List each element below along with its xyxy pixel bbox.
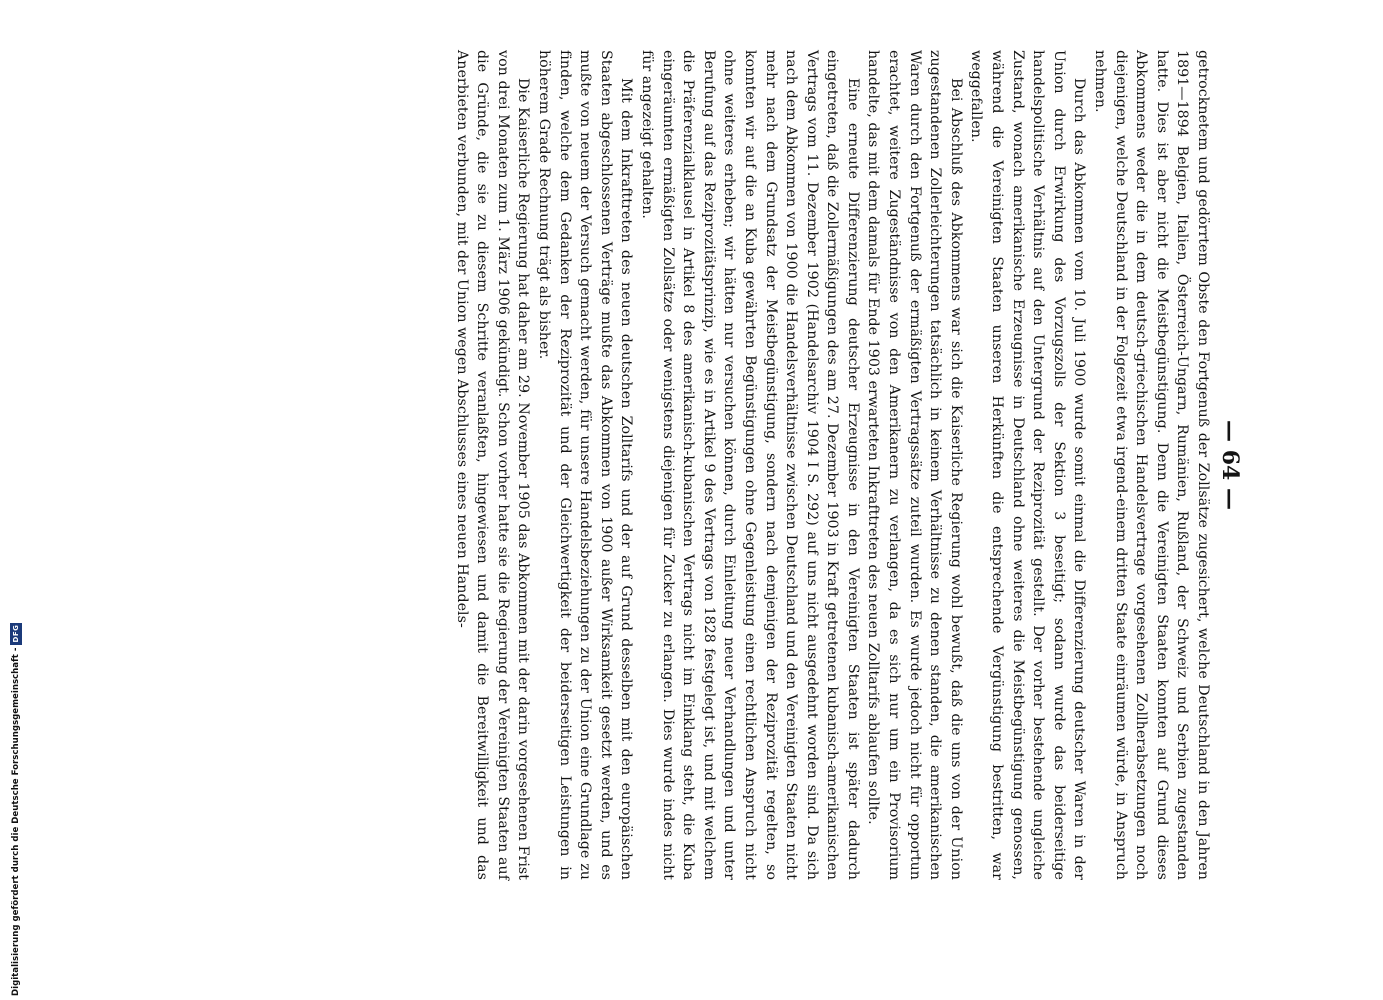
digitization-credit: [10, 6, 22, 996]
paragraph: Die Kaiserliche Regierung hat daher am 29. November 1905 das Abkommen mit der darin vorgesehenen Frist von drei Monaten zum 1. März 1906 gekündigt. Schon vorher hatte sie die Regierung der Vereinigten Staaten auf die Gründe, die sie zu diesem Schritte veranlaßten, hingewiesen und damit die Bereitwilligkeit und das Anerbieten verbunden, mit der Union wegen Abschlusses eines neuen Handels-: [453, 50, 532, 880]
paragraph: Durch das Abkommen vom 10. Juli 1900 wurde somit einmal die Differenzierung deutscher Waren in der Union durch Erwirkung des Vorzugszolls der Sektion 3 beseitigt; sodann wurde das beiderseitige handelspolitische Verhältnis auf den Untergrund der Reziprozität gestellt. Der vorher bestehende ungleiche Zustand, wonach amerikanische Erzeugnisse in Deutschland ohne weiteres die Meistbegünstigung genossen, während die Vereinigten Staaten unseren Herkünften die entsprechende Vergünstigung bestritten, war weggefallen.: [968, 50, 1088, 880]
paragraph: Mit dem Inkrafttreten des neuen deutschen Zolltarifs und der auf Grund desselben mit den europäischen Staaten abgeschlossenen Verträge mußte das Abkommen von 1900 außer Wirksamkeit gesetzt werden, und es mußte von neuem der Versuch gemacht werden, für unsere Handelsbeziehungen zu der Union eine Grundlage zu finden, welche dem Gedanken der Reziprozität und der Gleichwertigkeit der beiderseitigen Leistungen in höherem Grade Rechnung trägt als bisher.: [536, 50, 635, 880]
paragraph: getrocknetem und gedörrtem Obste den Fortgenuß der Zollsätze zugesichert, welche Deutschland in den Jahren 1891—1894 Belgien, Italien, Österreich-Ungarn, Rumänien, Rußland, der Schweiz und Serbien zugestanden hatte. Dies ist aber nicht die Meistbegünstigung. Denn die Vereinigten Staaten konnten auf Grund dieses Abkommens weder die in dem deutsch-griechischen Handelsvertrage vorgesehenen Zollherabsetzungen noch diejenigen, welche Deutschland in der Folgezeit etwa irgend-einem dritten Staate einräumen würde, in Anspruch nehmen.: [1092, 50, 1211, 880]
page-number: — 64 —: [1217, 420, 1243, 510]
digitization-credit-text: Digitalisierung gefördert durch die Deutsche Forschungsgemeinschaft -: [11, 647, 21, 996]
paragraph: Eine erneute Differenzierung deutscher Erzeugnisse in den Vereinigten Staaten ist später dadurch eingetreten, daß die Zollermäßigungen des am 27. Dezember 1903 in Kraft getretenen kubanisch-amerikanischen Vertrags vom 11. Dezember 1902 (Handelsarchiv 1904 I S. 292) auf uns nicht ausgedehnt worden sind. Da sich nach dem Abkommen von 1900 die Handelsverhältnisse zwischen Deutschland und den Vereinigten Staaten nicht mehr nach dem Grundsatz der Meistbegünstigung, sondern nach demjenigen der Reziprozität regelten, so konnten wir auf die an Kuba gewährten Begünstigungen ohne Gegenleistung einen rechtlichen Anspruch nicht ohne weiteres erheben; wir hätten nur versuchen können, durch Einleitung neuer Verhandlungen und unter Berufung auf das Reziprozitätsprinzip, wie es in Artikel 9 des Vertrags von 1828 festgelegt ist, und mit welchem die Präferenzialklausel in Artikel 8 des amerikanisch-kubanischen Vertrags nicht im Einklang steht, die Kuba eingeräumten ermäßigten Zollsätze oder wenigstens diejenigen für Zucker zu erlangen. Dies wurde indes nicht für angezeigt gehalten.: [638, 50, 861, 880]
rotated-page-content: [147, 50, 1247, 880]
paragraph: Bei Abschluß des Abkommens war sich die Kaiserliche Regierung wohl bewußt, daß die uns von der Union zugestandenen Zollerleichterungen tatsächlich in keinem Verhältnisse zu denen standen, die amerikanischen Waren durch den Fortgenuß der ermäßigten Vertragssätze zuteil wurden. Es wurde jedoch nicht für opportun erachtet, weitere Zugeständnisse von den Amerikanern zu verlangen, da es sich nur um ein Provisorium handelte, das mit dem damals für Ende 1903 erwarteten Inkrafttreten des neuen Zolltarifs ablaufen sollte.: [865, 50, 964, 880]
dfg-logo: DFG: [10, 623, 22, 645]
body-text: [451, 50, 1213, 880]
